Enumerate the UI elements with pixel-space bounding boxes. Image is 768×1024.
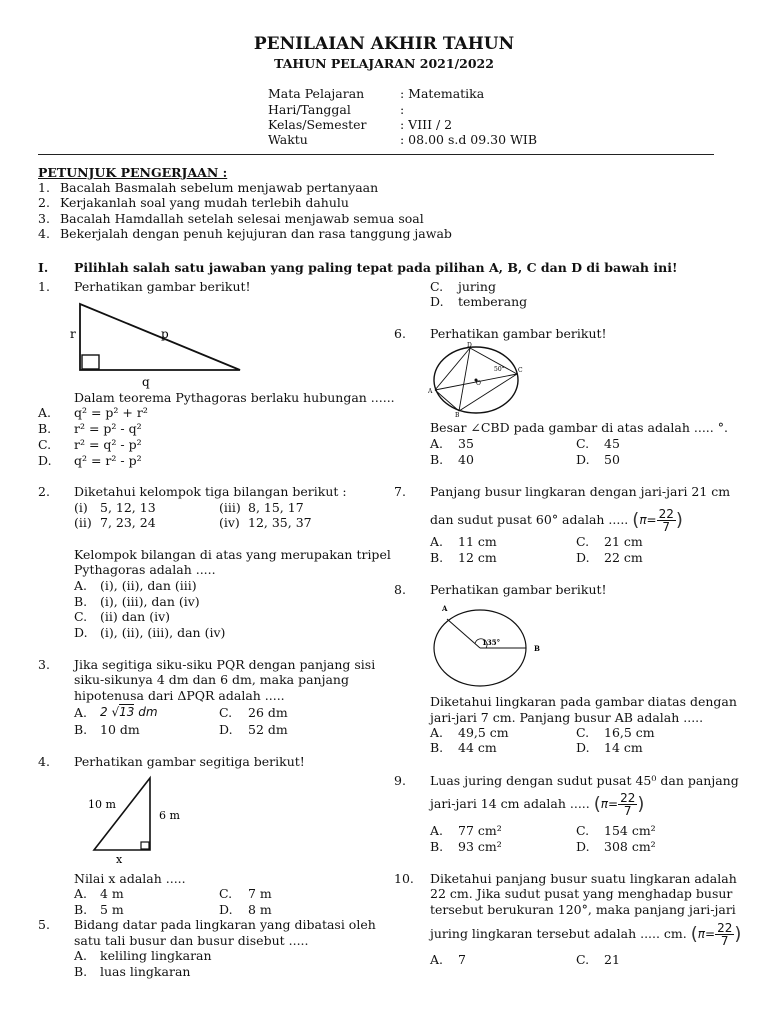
group-value: 7, 23, 24 — [100, 515, 156, 530]
option-text: 40 — [458, 452, 474, 467]
question-text: Panjang busur lingkaran dengan jari-jari 21 cm — [430, 484, 731, 499]
central-angle-figure — [428, 600, 548, 690]
question-number: 7. — [394, 484, 406, 499]
label-r: r — [70, 327, 76, 341]
option-letter: B. — [430, 452, 444, 467]
option-text: 52 dm — [248, 722, 288, 737]
option-text: 22 cm — [604, 550, 643, 565]
option-letter: A. — [74, 948, 88, 963]
option-letter: B. — [74, 902, 88, 917]
question-text: Perhatikan gambar segitiga berikut! — [74, 754, 305, 769]
option-letter: B. — [74, 964, 88, 979]
question-text: hipotenusa dari ΔPQR adalah ..... — [74, 688, 285, 703]
option-text: 8 m — [248, 902, 272, 917]
question-text: dan sudut pusat 60° adalah ..... (π= $\frac{22}{7}$ ) — [430, 507, 683, 534]
meta-label: Mata Pelajaran — [268, 86, 365, 101]
option-text: 21 cm — [604, 534, 643, 549]
option-letter: B. — [430, 740, 444, 755]
option-text: 44 cm — [458, 740, 497, 755]
option-letter: A. — [430, 436, 444, 451]
question-number: 5. — [38, 917, 50, 932]
label-angle: 50° — [494, 366, 505, 373]
section-num: I. — [38, 260, 49, 275]
option-letter: B. — [74, 722, 88, 737]
option-text: (ii) dan (iv) — [100, 609, 171, 624]
option-text: 12 cm — [458, 550, 497, 565]
option-text: 21 — [604, 952, 620, 967]
option-letter: B. — [430, 550, 444, 565]
label-q: q — [142, 375, 150, 389]
group-label: (iii) — [219, 500, 241, 515]
label-angle: 135° — [482, 638, 501, 647]
meta-label: Waktu — [268, 132, 308, 147]
list-item: Bacalah Basmalah sebelum menjawab pertanyaan — [60, 180, 379, 195]
option-text: 308 cm² — [604, 839, 656, 854]
option-text: luas lingkaran — [100, 964, 191, 979]
option-text: 7 m — [248, 886, 272, 901]
option-text: 26 dm — [248, 705, 288, 720]
option-text: r² = q² - p² — [74, 437, 142, 452]
option-letter: D. — [219, 902, 233, 917]
option-letter: A. — [74, 578, 88, 593]
option-text: (i), (iii), dan (iv) — [100, 594, 200, 609]
option-text: 45 — [604, 436, 620, 451]
option-letter: C. — [576, 534, 590, 549]
group-label: (iv) — [219, 515, 240, 530]
option-text: 35 — [458, 436, 474, 451]
section-instruction: Pilihlah salah satu jawaban yang paling tepat pada pilihan A, B, C dan D di bawah ini! — [74, 260, 678, 275]
option-text: q² = r² - p² — [74, 453, 142, 468]
option-text: 49,5 cm — [458, 725, 509, 740]
question-text: Perhatikan gambar berikut! — [430, 582, 607, 597]
question-prompt: Pythagoras adalah ..... — [74, 562, 216, 577]
option-letter: B. — [74, 594, 88, 609]
option-letter: D. — [576, 839, 590, 854]
option-letter: A. — [430, 725, 444, 740]
question-number: 1. — [38, 279, 50, 294]
question-text: Jika segitiga siku-siku PQR dengan panjang sisi — [74, 657, 376, 672]
label-A: A — [428, 388, 433, 395]
list-item-num: 4. — [38, 226, 50, 241]
option-text: q² = p² + r² — [74, 405, 148, 420]
label-B: B — [455, 412, 460, 418]
inscribed-angle-figure — [428, 342, 528, 418]
option-letter: A. — [74, 886, 88, 901]
option-letter: D. — [576, 740, 590, 755]
option-letter: A. — [430, 952, 444, 967]
option-letter: C. — [74, 609, 88, 624]
option-letter: D. — [576, 452, 590, 467]
question-number: 8. — [394, 582, 406, 597]
group-value: 5, 12, 13 — [100, 500, 156, 515]
option-text: 7 — [458, 952, 466, 967]
option-letter: D. — [38, 453, 52, 468]
option-letter: A. — [430, 534, 444, 549]
group-label: (i) — [74, 500, 88, 515]
option-letter: C. — [576, 823, 590, 838]
option-letter: A. — [38, 405, 52, 420]
question-text: jari-jari 7 cm. Panjang busur AB adalah ..... — [430, 710, 704, 725]
pi-formula: (π= $\frac{22}{7}$ ) — [593, 791, 645, 818]
question-text: Diketahui lingkaran pada gambar diatas dengan — [430, 694, 737, 709]
option-letter: C. — [219, 705, 233, 720]
exam-title: PENILAIAN AKHIR TAHUN — [253, 34, 515, 54]
option-formula: 2 √13 dm — [100, 705, 158, 719]
option-letter: D. — [576, 550, 590, 565]
label-hypotenuse: 10 m — [88, 798, 116, 811]
question-text: satu tali busur dan busur disebut ..... — [74, 933, 309, 948]
pi-formula: (π= $\frac{22}{7}$ ) — [690, 921, 742, 948]
group-value: 12, 35, 37 — [248, 515, 312, 530]
option-letter: C. — [576, 436, 590, 451]
option-letter: C. — [38, 437, 52, 452]
option-letter: C. — [430, 279, 444, 294]
header-divider — [38, 154, 714, 155]
option-letter: D. — [219, 722, 233, 737]
question-number: 9. — [394, 773, 406, 788]
option-text: 77 cm² — [458, 823, 502, 838]
group-label: (ii) — [74, 515, 92, 530]
option-letter: D. — [430, 294, 444, 309]
option-text: 10 dm — [100, 722, 140, 737]
option-letter: C. — [576, 952, 590, 967]
option-text: 93 cm² — [458, 839, 502, 854]
option-text: juring — [458, 279, 496, 294]
list-item-num: 3. — [38, 211, 50, 226]
question-text: jari-jari 14 cm adalah ..... (π= $\frac{22}{7}$ ) — [430, 791, 645, 818]
option-text: (i), (ii), (iii), dan (iv) — [100, 625, 226, 640]
question-text: Diketahui panjang busur suatu lingkaran adalah — [430, 871, 737, 886]
label-A: A — [442, 604, 448, 613]
question-text: juring lingkaran tersebut adalah ..... cm. (π= $\frac{22}{7}$ ) — [430, 921, 742, 948]
question-number: 2. — [38, 484, 50, 499]
list-item: Bekerjalah dengan penuh kejujuran dan rasa tanggung jawab — [60, 226, 452, 241]
question-number: 4. — [38, 754, 50, 769]
option-letter: B. — [38, 421, 52, 436]
label-D: D — [467, 342, 472, 349]
option-letter: D. — [74, 625, 88, 640]
option-letter: C. — [576, 725, 590, 740]
list-item-num: 2. — [38, 195, 50, 210]
option-letter: A. — [430, 823, 444, 838]
group-value: 8, 15, 17 — [248, 500, 304, 515]
meta-label: Kelas/Semester — [268, 117, 367, 132]
meta-value: : Matematika — [400, 86, 485, 101]
option-text: 11 cm — [458, 534, 497, 549]
triangle-figure — [84, 774, 194, 866]
list-item: Kerjakanlah soal yang mudah terlebih dahulu — [60, 195, 349, 210]
question-prompt: Dalam teorema Pythagoras berlaku hubungan ...... — [74, 390, 395, 405]
option-letter: C. — [219, 886, 233, 901]
question-text: Perhatikan gambar berikut! — [430, 326, 607, 341]
option-text: 50 — [604, 452, 620, 467]
list-item: Bacalah Hamdallah setelah selesai menjawab semua soal — [60, 211, 424, 226]
meta-label: Hari/Tanggal — [268, 102, 351, 117]
question-prompt: Besar ∠CBD pada gambar di atas adalah ..... °. — [430, 420, 728, 435]
list-item-num: 1. — [38, 180, 50, 195]
meta-value: : VIII / 2 — [400, 117, 453, 132]
option-text: 154 cm² — [604, 823, 656, 838]
label-base: x — [116, 853, 123, 866]
sqrt-icon: √ — [111, 705, 120, 719]
question-prompt: Kelompok bilangan di atas yang merupakan tripel — [74, 547, 391, 562]
option-text: r² = p² - q² — [74, 421, 142, 436]
option-text: (i), (ii), dan (iii) — [100, 578, 197, 593]
option-text: 16,5 cm — [604, 725, 655, 740]
question-prompt: Nilai x adalah ..... — [74, 871, 186, 886]
label-C: C — [518, 367, 523, 374]
option-letter: B. — [430, 839, 444, 854]
option-text: keliling lingkaran — [100, 948, 212, 963]
question-number: 3. — [38, 657, 50, 672]
question-text: Diketahui kelompok tiga bilangan berikut : — [74, 484, 347, 499]
exam-subtitle: TAHUN PELAJARAN 2021/2022 — [274, 56, 494, 71]
question-text: 22 cm. Jika sudut pusat yang menghadap busur — [430, 886, 733, 901]
question-text: Bidang datar pada lingkaran yang dibatasi oleh — [74, 917, 376, 932]
question-number: 6. — [394, 326, 406, 341]
right-triangle-figure — [66, 300, 246, 392]
question-text: tersebut berukuran 120°, maka panjang jari-jari — [430, 902, 736, 917]
question-text: Perhatikan gambar berikut! — [74, 279, 251, 294]
question-text: Luas juring dengan sudut pusat 45⁰ dan panjang — [430, 773, 739, 788]
option-text: 4 m — [100, 886, 124, 901]
label-p: p — [161, 327, 169, 341]
pi-formula: (π= $\frac{22}{7}$ ) — [632, 507, 683, 534]
label-B: B — [534, 644, 540, 653]
meta-value: : 08.00 s.d 09.30 WIB — [400, 132, 538, 147]
label-O: O — [476, 380, 481, 387]
meta-value: : — [400, 102, 405, 117]
question-text: siku-sikunya 4 dm dan 6 dm, maka panjang — [74, 672, 349, 687]
option-letter: A. — [74, 705, 88, 720]
label-side: 6 m — [159, 809, 180, 822]
option-text: temberang — [458, 294, 528, 309]
question-number: 10. — [394, 871, 414, 886]
instructions-heading: PETUNJUK PENGERJAAN : — [38, 165, 228, 180]
option-text: 14 cm — [604, 740, 643, 755]
option-text: 5 m — [100, 902, 124, 917]
